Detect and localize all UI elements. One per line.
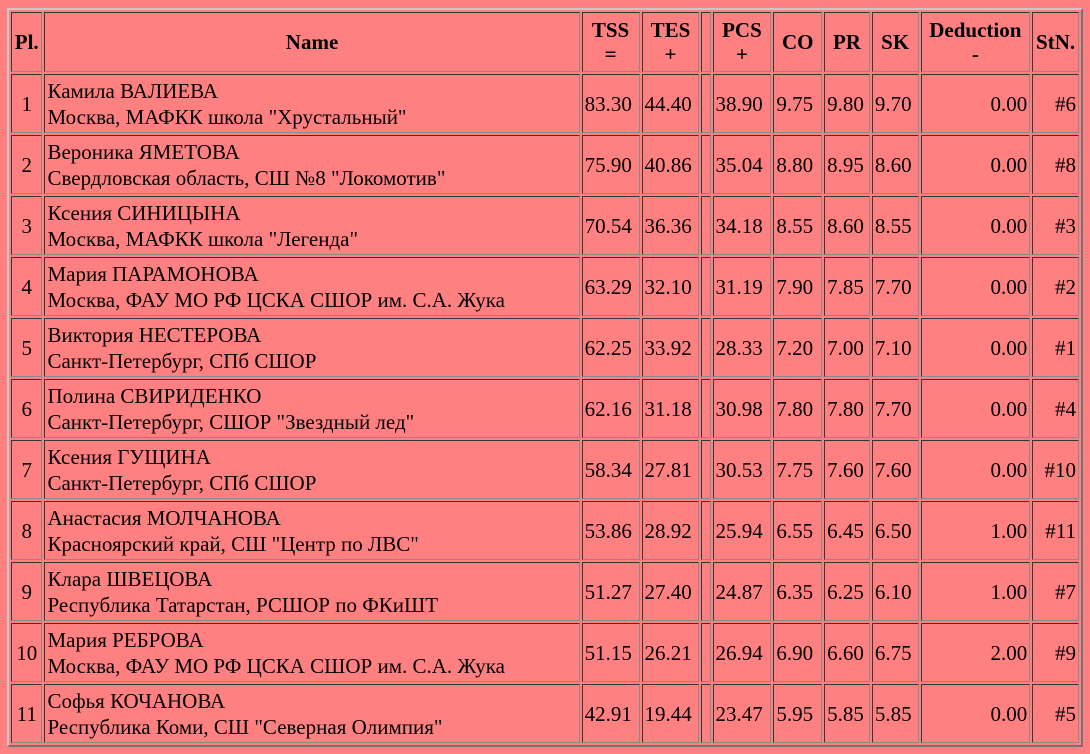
- start-number-cell: #3: [1032, 196, 1079, 255]
- results-body: [11, 74, 1079, 743]
- skater-club: Республика Коми, СШ "Северная Олимпия": [47, 714, 443, 739]
- table-row: [11, 562, 1079, 621]
- header-deduction-label: Deduction: [929, 18, 1022, 42]
- co-cell: 5.95: [773, 684, 822, 743]
- skater-name: Анастасия МОЛЧАНОВА: [47, 505, 281, 530]
- sk-cell: 5.85: [872, 684, 919, 743]
- table-row: [11, 74, 1079, 133]
- pr-cell: 6.25: [824, 562, 870, 621]
- deduction-cell: 1.00: [921, 501, 1031, 560]
- place-cell: 5: [11, 318, 42, 377]
- tes-cell: 28.92: [642, 501, 700, 560]
- tes-cell: 32.10: [642, 257, 700, 316]
- co-cell: 9.75: [773, 74, 822, 133]
- start-number-cell: #2: [1032, 257, 1079, 316]
- start-number-cell: #10: [1032, 440, 1079, 499]
- header-tes-label: TES: [650, 18, 691, 42]
- tss-cell: 51.15: [582, 623, 640, 682]
- header-pcs: [713, 12, 772, 72]
- sk-cell: 8.60: [872, 135, 919, 194]
- tes-cell: 36.36: [642, 196, 700, 255]
- skater-name: Виктория НЕСТЕРОВА: [47, 322, 262, 347]
- pr-cell: 6.60: [824, 623, 870, 682]
- pr-cell: 7.60: [824, 440, 870, 499]
- co-cell: 8.55: [773, 196, 822, 255]
- header-tes-sign: +: [664, 42, 677, 66]
- tes-cell: 40.86: [642, 135, 700, 194]
- sk-cell: 6.50: [872, 501, 919, 560]
- co-cell: 7.80: [773, 379, 822, 438]
- header-tes: [642, 12, 700, 72]
- skater-cell: [44, 440, 579, 499]
- sk-cell: 7.70: [872, 257, 919, 316]
- co-cell: 7.20: [773, 318, 822, 377]
- tss-cell: 83.30: [582, 74, 640, 133]
- tes-cell: 19.44: [642, 684, 700, 743]
- header-pr: PR: [824, 12, 870, 72]
- tss-cell: 58.34: [582, 440, 640, 499]
- pcs-cell: 30.98: [713, 379, 772, 438]
- spacer-cell: [701, 623, 710, 682]
- deduction-cell: 2.00: [921, 623, 1031, 682]
- spacer-cell: [701, 257, 710, 316]
- pcs-cell: 23.47: [713, 684, 772, 743]
- sk-cell: 7.10: [872, 318, 919, 377]
- tss-cell: 62.25: [582, 318, 640, 377]
- start-number-cell: #4: [1032, 379, 1079, 438]
- co-cell: 7.75: [773, 440, 822, 499]
- deduction-cell: 0.00: [921, 684, 1031, 743]
- skater-cell: [44, 562, 579, 621]
- tss-cell: 75.90: [582, 135, 640, 194]
- skater-club: Москва, ФАУ МО РФ ЦСКА СШОР им. С.А. Жука: [47, 653, 505, 678]
- pcs-cell: 38.90: [713, 74, 772, 133]
- co-cell: 6.55: [773, 501, 822, 560]
- table-row: [11, 440, 1079, 499]
- tss-cell: 51.27: [582, 562, 640, 621]
- tes-cell: 27.40: [642, 562, 700, 621]
- skater-club: Санкт-Петербург, СШОР "Звездный лед": [47, 409, 415, 434]
- start-number-cell: #6: [1032, 74, 1079, 133]
- skater-name: Мария ПАРАМОНОВА: [47, 261, 259, 286]
- table-row: [11, 623, 1079, 682]
- place-cell: 2: [11, 135, 42, 194]
- pcs-cell: 35.04: [713, 135, 772, 194]
- place-cell: 9: [11, 562, 42, 621]
- deduction-cell: 0.00: [921, 135, 1031, 194]
- co-cell: 6.90: [773, 623, 822, 682]
- place-cell: 7: [11, 440, 42, 499]
- header-sk: SK: [872, 12, 919, 72]
- place-cell: 11: [11, 684, 42, 743]
- pr-cell: 7.00: [824, 318, 870, 377]
- results-table: [7, 8, 1083, 747]
- tss-cell: 42.91: [582, 684, 640, 743]
- skater-club: Свердловская область, СШ №8 "Локомотив": [47, 165, 446, 190]
- spacer-cell: [701, 501, 710, 560]
- skater-club: Москва, МАФКК школа "Легенда": [47, 226, 359, 251]
- deduction-cell: 0.00: [921, 318, 1031, 377]
- header-spacer: [701, 12, 710, 72]
- deduction-cell: 0.00: [921, 196, 1031, 255]
- pcs-cell: 30.53: [713, 440, 772, 499]
- header-deduction-sign: -: [971, 42, 979, 66]
- skater-cell: [44, 196, 579, 255]
- skater-name: Ксения СИНИЦЫНА: [47, 200, 241, 225]
- header-co: CO: [773, 12, 822, 72]
- header-pcs-sign: +: [735, 42, 748, 66]
- deduction-cell: 0.00: [921, 379, 1031, 438]
- pcs-cell: 28.33: [713, 318, 772, 377]
- header-tss: [582, 12, 640, 72]
- skater-club: Москва, ФАУ МО РФ ЦСКА СШОР им. С.А. Жука: [47, 287, 505, 312]
- sk-cell: 7.70: [872, 379, 919, 438]
- skater-club: Санкт-Петербург, СПб СШОР: [47, 470, 317, 495]
- place-cell: 8: [11, 501, 42, 560]
- tes-cell: 26.21: [642, 623, 700, 682]
- pr-cell: 6.45: [824, 501, 870, 560]
- tes-cell: 44.40: [642, 74, 700, 133]
- place-cell: 6: [11, 379, 42, 438]
- skater-club: Красноярский край, СШ "Центр по ЛВС": [47, 531, 419, 556]
- skater-name: Полина СВИРИДЕНКО: [47, 383, 262, 408]
- sk-cell: 8.55: [872, 196, 919, 255]
- sk-cell: 6.75: [872, 623, 919, 682]
- header-name: Name: [44, 12, 579, 72]
- sk-cell: 6.10: [872, 562, 919, 621]
- header-pcs-label: PCS: [722, 18, 762, 42]
- start-number-cell: #9: [1032, 623, 1079, 682]
- table-row: [11, 684, 1079, 743]
- co-cell: 7.90: [773, 257, 822, 316]
- skater-cell: [44, 623, 579, 682]
- spacer-cell: [701, 684, 710, 743]
- skater-club: Санкт-Петербург, СПб СШОР: [47, 348, 317, 373]
- skater-cell: [44, 501, 579, 560]
- skater-name: Ксения ГУЩИНА: [47, 444, 211, 469]
- skater-club: Республика Татарстан, РСШОР по ФКиШТ: [47, 592, 439, 617]
- spacer-cell: [701, 379, 710, 438]
- skater-cell: [44, 74, 579, 133]
- tss-cell: 70.54: [582, 196, 640, 255]
- spacer-cell: [701, 318, 710, 377]
- table-row: [11, 257, 1079, 316]
- start-number-cell: #5: [1032, 684, 1079, 743]
- table-row: [11, 379, 1079, 438]
- header-deduction: [921, 12, 1031, 72]
- skater-club: Москва, МАФКК школа "Хрустальный": [47, 104, 407, 129]
- place-cell: 1: [11, 74, 42, 133]
- start-number-cell: #11: [1032, 501, 1079, 560]
- skater-cell: [44, 684, 579, 743]
- header-pl: Pl.: [11, 12, 42, 72]
- skater-name: Софья КОЧАНОВА: [47, 688, 226, 713]
- pcs-cell: 24.87: [713, 562, 772, 621]
- tss-cell: 63.29: [582, 257, 640, 316]
- pcs-cell: 31.19: [713, 257, 772, 316]
- skater-name: Вероника ЯМЕТОВА: [47, 139, 240, 164]
- spacer-cell: [701, 196, 710, 255]
- pr-cell: 5.85: [824, 684, 870, 743]
- co-cell: 6.35: [773, 562, 822, 621]
- skater-name: Камила ВАЛИЕВА: [47, 78, 219, 103]
- pr-cell: 8.60: [824, 196, 870, 255]
- place-cell: 10: [11, 623, 42, 682]
- header-stn: StN.: [1032, 12, 1079, 72]
- header-tss-sign: =: [604, 42, 617, 66]
- start-number-cell: #8: [1032, 135, 1079, 194]
- skater-cell: [44, 318, 579, 377]
- table-row: [11, 196, 1079, 255]
- spacer-cell: [701, 562, 710, 621]
- skater-cell: [44, 257, 579, 316]
- table-row: [11, 318, 1079, 377]
- tss-cell: 53.86: [582, 501, 640, 560]
- start-number-cell: #7: [1032, 562, 1079, 621]
- table-row: [11, 135, 1079, 194]
- deduction-cell: 0.00: [921, 440, 1031, 499]
- co-cell: 8.80: [773, 135, 822, 194]
- spacer-cell: [701, 440, 710, 499]
- sk-cell: 7.60: [872, 440, 919, 499]
- spacer-cell: [701, 74, 710, 133]
- pr-cell: 7.80: [824, 379, 870, 438]
- skater-name: Клара ШВЕЦОВА: [47, 566, 213, 591]
- pcs-cell: 26.94: [713, 623, 772, 682]
- tes-cell: 27.81: [642, 440, 700, 499]
- deduction-cell: 0.00: [921, 74, 1031, 133]
- place-cell: 3: [11, 196, 42, 255]
- table-row: [11, 501, 1079, 560]
- tes-cell: 31.18: [642, 379, 700, 438]
- skater-cell: [44, 379, 579, 438]
- start-number-cell: #1: [1032, 318, 1079, 377]
- pcs-cell: 25.94: [713, 501, 772, 560]
- pcs-cell: 34.18: [713, 196, 772, 255]
- pr-cell: 8.95: [824, 135, 870, 194]
- pr-cell: 9.80: [824, 74, 870, 133]
- header-row: [11, 12, 1079, 72]
- tes-cell: 33.92: [642, 318, 700, 377]
- deduction-cell: 1.00: [921, 562, 1031, 621]
- skater-name: Мария РЕБРОВА: [47, 627, 204, 652]
- spacer-cell: [701, 135, 710, 194]
- skater-cell: [44, 135, 579, 194]
- header-tss-label: TSS: [591, 18, 630, 42]
- place-cell: 4: [11, 257, 42, 316]
- deduction-cell: 0.00: [921, 257, 1031, 316]
- pr-cell: 7.85: [824, 257, 870, 316]
- tss-cell: 62.16: [582, 379, 640, 438]
- sk-cell: 9.70: [872, 74, 919, 133]
